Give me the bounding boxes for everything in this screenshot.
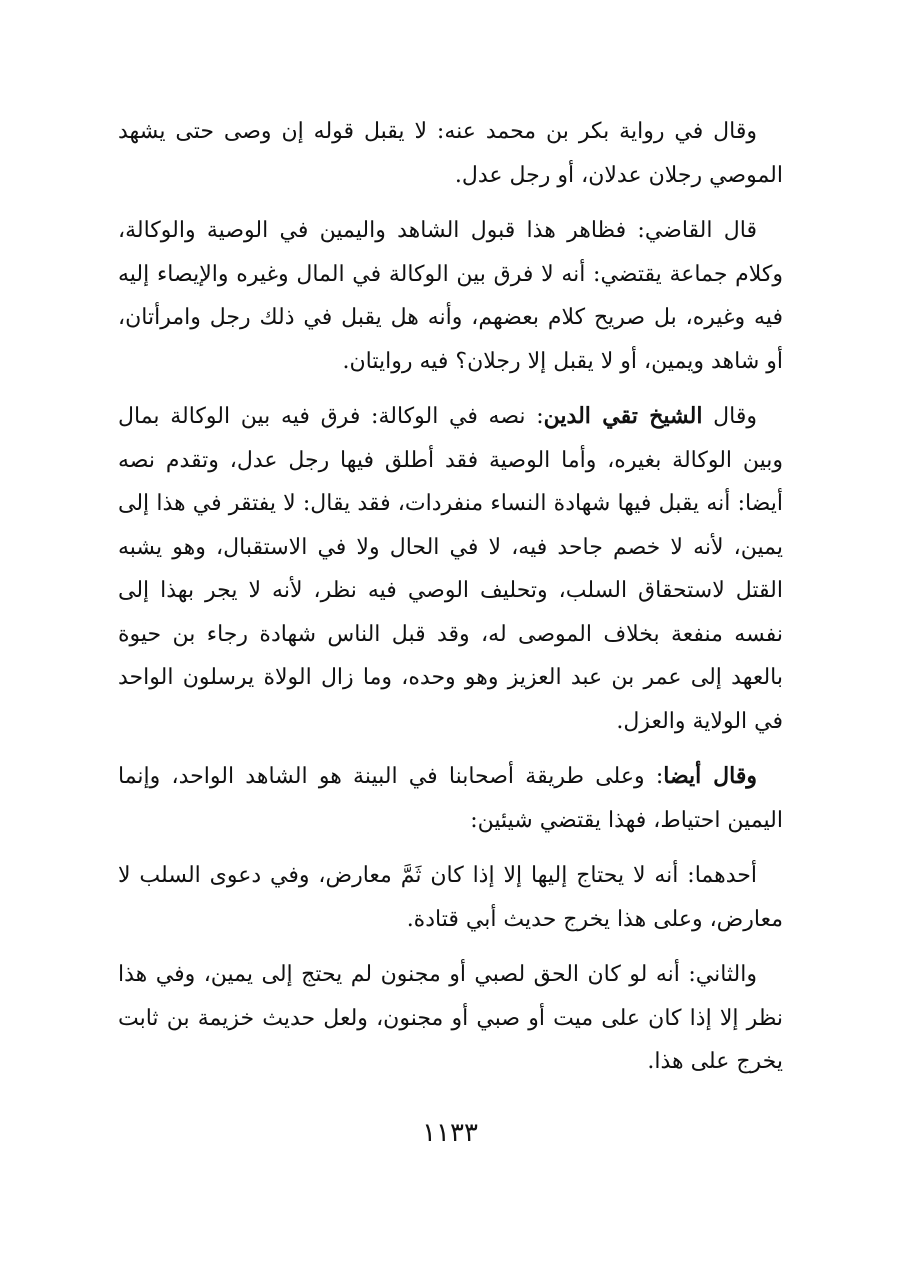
paragraph-text: : وعلى طريقة أصحابنا في البينة هو الشاهد الواحد، وإنما اليمين احتياط، فهذا يقتضي شيئين: [118,764,783,833]
page-number: ١١٣٣ [422,1118,478,1148]
paragraph-bold-term: الشيخ تقي الدين [543,403,703,429]
page-body [118,110,783,1096]
paragraph-bold-term: وقال أيضا [663,763,757,789]
paragraph-5 [118,854,783,941]
paragraph-text: : نصه في الوكالة: فرق فيه بين الوكالة بمال وبين الوكالة بغيره، وأما الوصية فقد أطلق فيها رجل عدل، وتقدم نصه أيضا: أنه يقبل فيها شهادة النساء منفردات، فقد يقال: لا يفتقر في هذا إلى يمين، لأنه لا خصم جاحد فيه، لا في الحال ولا في الاستقبال، وهو يشبه القتل لاستحقاق السلب، وتحليف الوصي فيه نظر، لأنه لا يجر بهذا إلى نفسه منفعة بخلاف الموصى له، وقد قبل الناس شهادة رجاء بن حيوة بالعهد إلى عمر بن عبد العزيز وهو وحده، وما زال الولاة يرسلون الواحد في الولاية والعزل. [118,404,783,734]
paragraph-6 [118,953,783,1084]
paragraph-2 [118,209,783,383]
paragraph-1 [118,110,783,197]
paragraph-text: والثاني: أنه لو كان الحق لصبي أو مجنون لم يحتج إلى يمين، وفي هذا نظر إلا إذا كان على ميت أو صبي أو مجنون، ولعل حديث خزيمة بن ثابت يخرج على هذا. [118,962,783,1074]
paragraph-text: أحدهما: أنه لا يحتاج إليها إلا إذا كان ثَمَّ معارض، وفي دعوى السلب لا معارض، وعلى هذا يخرج حديث أبي قتادة. [118,863,783,932]
paragraph-lead: وقال [702,404,758,429]
paragraph-3 [118,395,783,743]
paragraph-text: وقال في رواية بكر بن محمد عنه: لا يقبل قوله إن وصى حتى يشهد الموصي رجلان عدلان، أو رجل عدل. [118,119,783,188]
paragraph-text: قال القاضي: فظاهر هذا قبول الشاهد واليمين في الوصية والوكالة، وكلام جماعة يقتضي: أنه لا فرق بين الوكالة في المال وغيره والإيصاء إليه فيه وغيره، بل صريح كلام بعضهم، وأنه هل يقبل في ذلك رجل وامرأتان، أو شاهد ويمين، أو لا يقبل إلا رجلان؟ فيه روايتان. [118,218,783,374]
paragraph-4 [118,755,783,842]
